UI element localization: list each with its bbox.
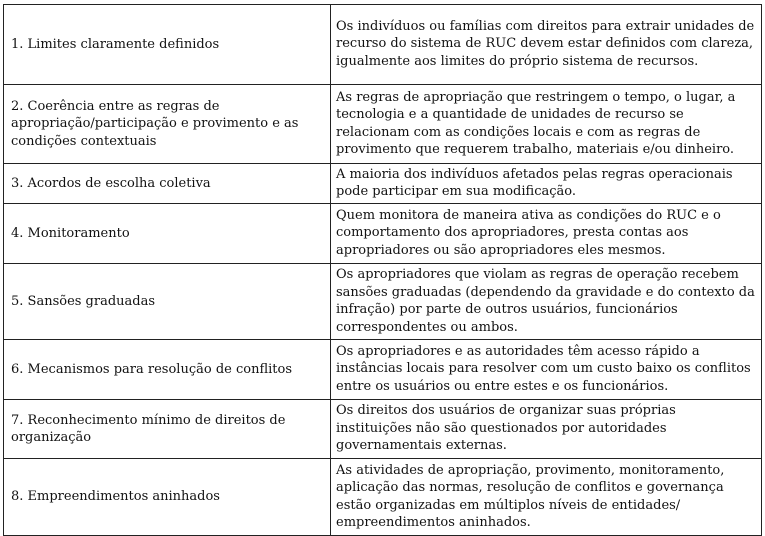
- principle-name: 2. Coerência entre as regras de apropriação/participação e provimento e as condições contextuais: [4, 85, 331, 164]
- principle-description: Os apropriadores que violam as regras de operação recebem sansões graduadas (dependendo da gravidade e do contexto da infração) por parte de outros usuários, funcionários correspondentes ou ambos.: [331, 264, 762, 340]
- principle-description: Os direitos dos usuários de organizar suas próprias instituições não são questionados por autoridades governamentais externas.: [331, 400, 762, 459]
- principle-name: 1. Limites claramente definidos: [4, 5, 331, 85]
- principle-description: Quem monitora de maneira ativa as condições do RUC e o comportamento dos apropriadores, presta contas aos apropriadores ou são apropriadores eles mesmos.: [331, 204, 762, 264]
- principle-description: As regras de apropriação que restringem o tempo, o lugar, a tecnologia e a quantidade de unidades de recurso se relacionam com as condições locais e com as regras de provimento que requerem trabalho, materiais e/ou dinheiro.: [331, 85, 762, 164]
- table-row: [4, 204, 762, 264]
- principle-description: Os indivíduos ou famílias com direitos para extrair unidades de recurso do sistema de RUC devem estar definidos com clareza, igualmente aos limites do próprio sistema de recursos.: [331, 5, 762, 85]
- principle-name: 7. Reconhecimento mínimo de direitos de organização: [4, 400, 331, 459]
- table-row: [4, 5, 762, 85]
- table-row: [4, 264, 762, 340]
- principle-description: A maioria dos indivíduos afetados pelas regras operacionais pode participar em sua modificação.: [331, 164, 762, 204]
- principle-description: As atividades de apropriação, provimento, monitoramento, aplicação das normas, resolução de conflitos e governança estão organizadas em múltiplos níveis de entidades/ empreendimentos aninhados.: [331, 459, 762, 536]
- principles-table: [3, 4, 762, 536]
- principle-name: 4. Monitoramento: [4, 204, 331, 264]
- principle-name: 5. Sansões graduadas: [4, 264, 331, 340]
- table-row: [4, 459, 762, 536]
- principle-name: 6. Mecanismos para resolução de conflitos: [4, 340, 331, 400]
- table-row: [4, 164, 762, 204]
- table-row: [4, 400, 762, 459]
- principle-name: 3. Acordos de escolha coletiva: [4, 164, 331, 204]
- principle-description: Os apropriadores e as autoridades têm acesso rápido a instâncias locais para resolver com um custo baixo os conflitos entre os usuários ou entre estes e os funcionários.: [331, 340, 762, 400]
- table-row: [4, 340, 762, 400]
- table-row: [4, 85, 762, 164]
- principle-name: 8. Empreendimentos aninhados: [4, 459, 331, 536]
